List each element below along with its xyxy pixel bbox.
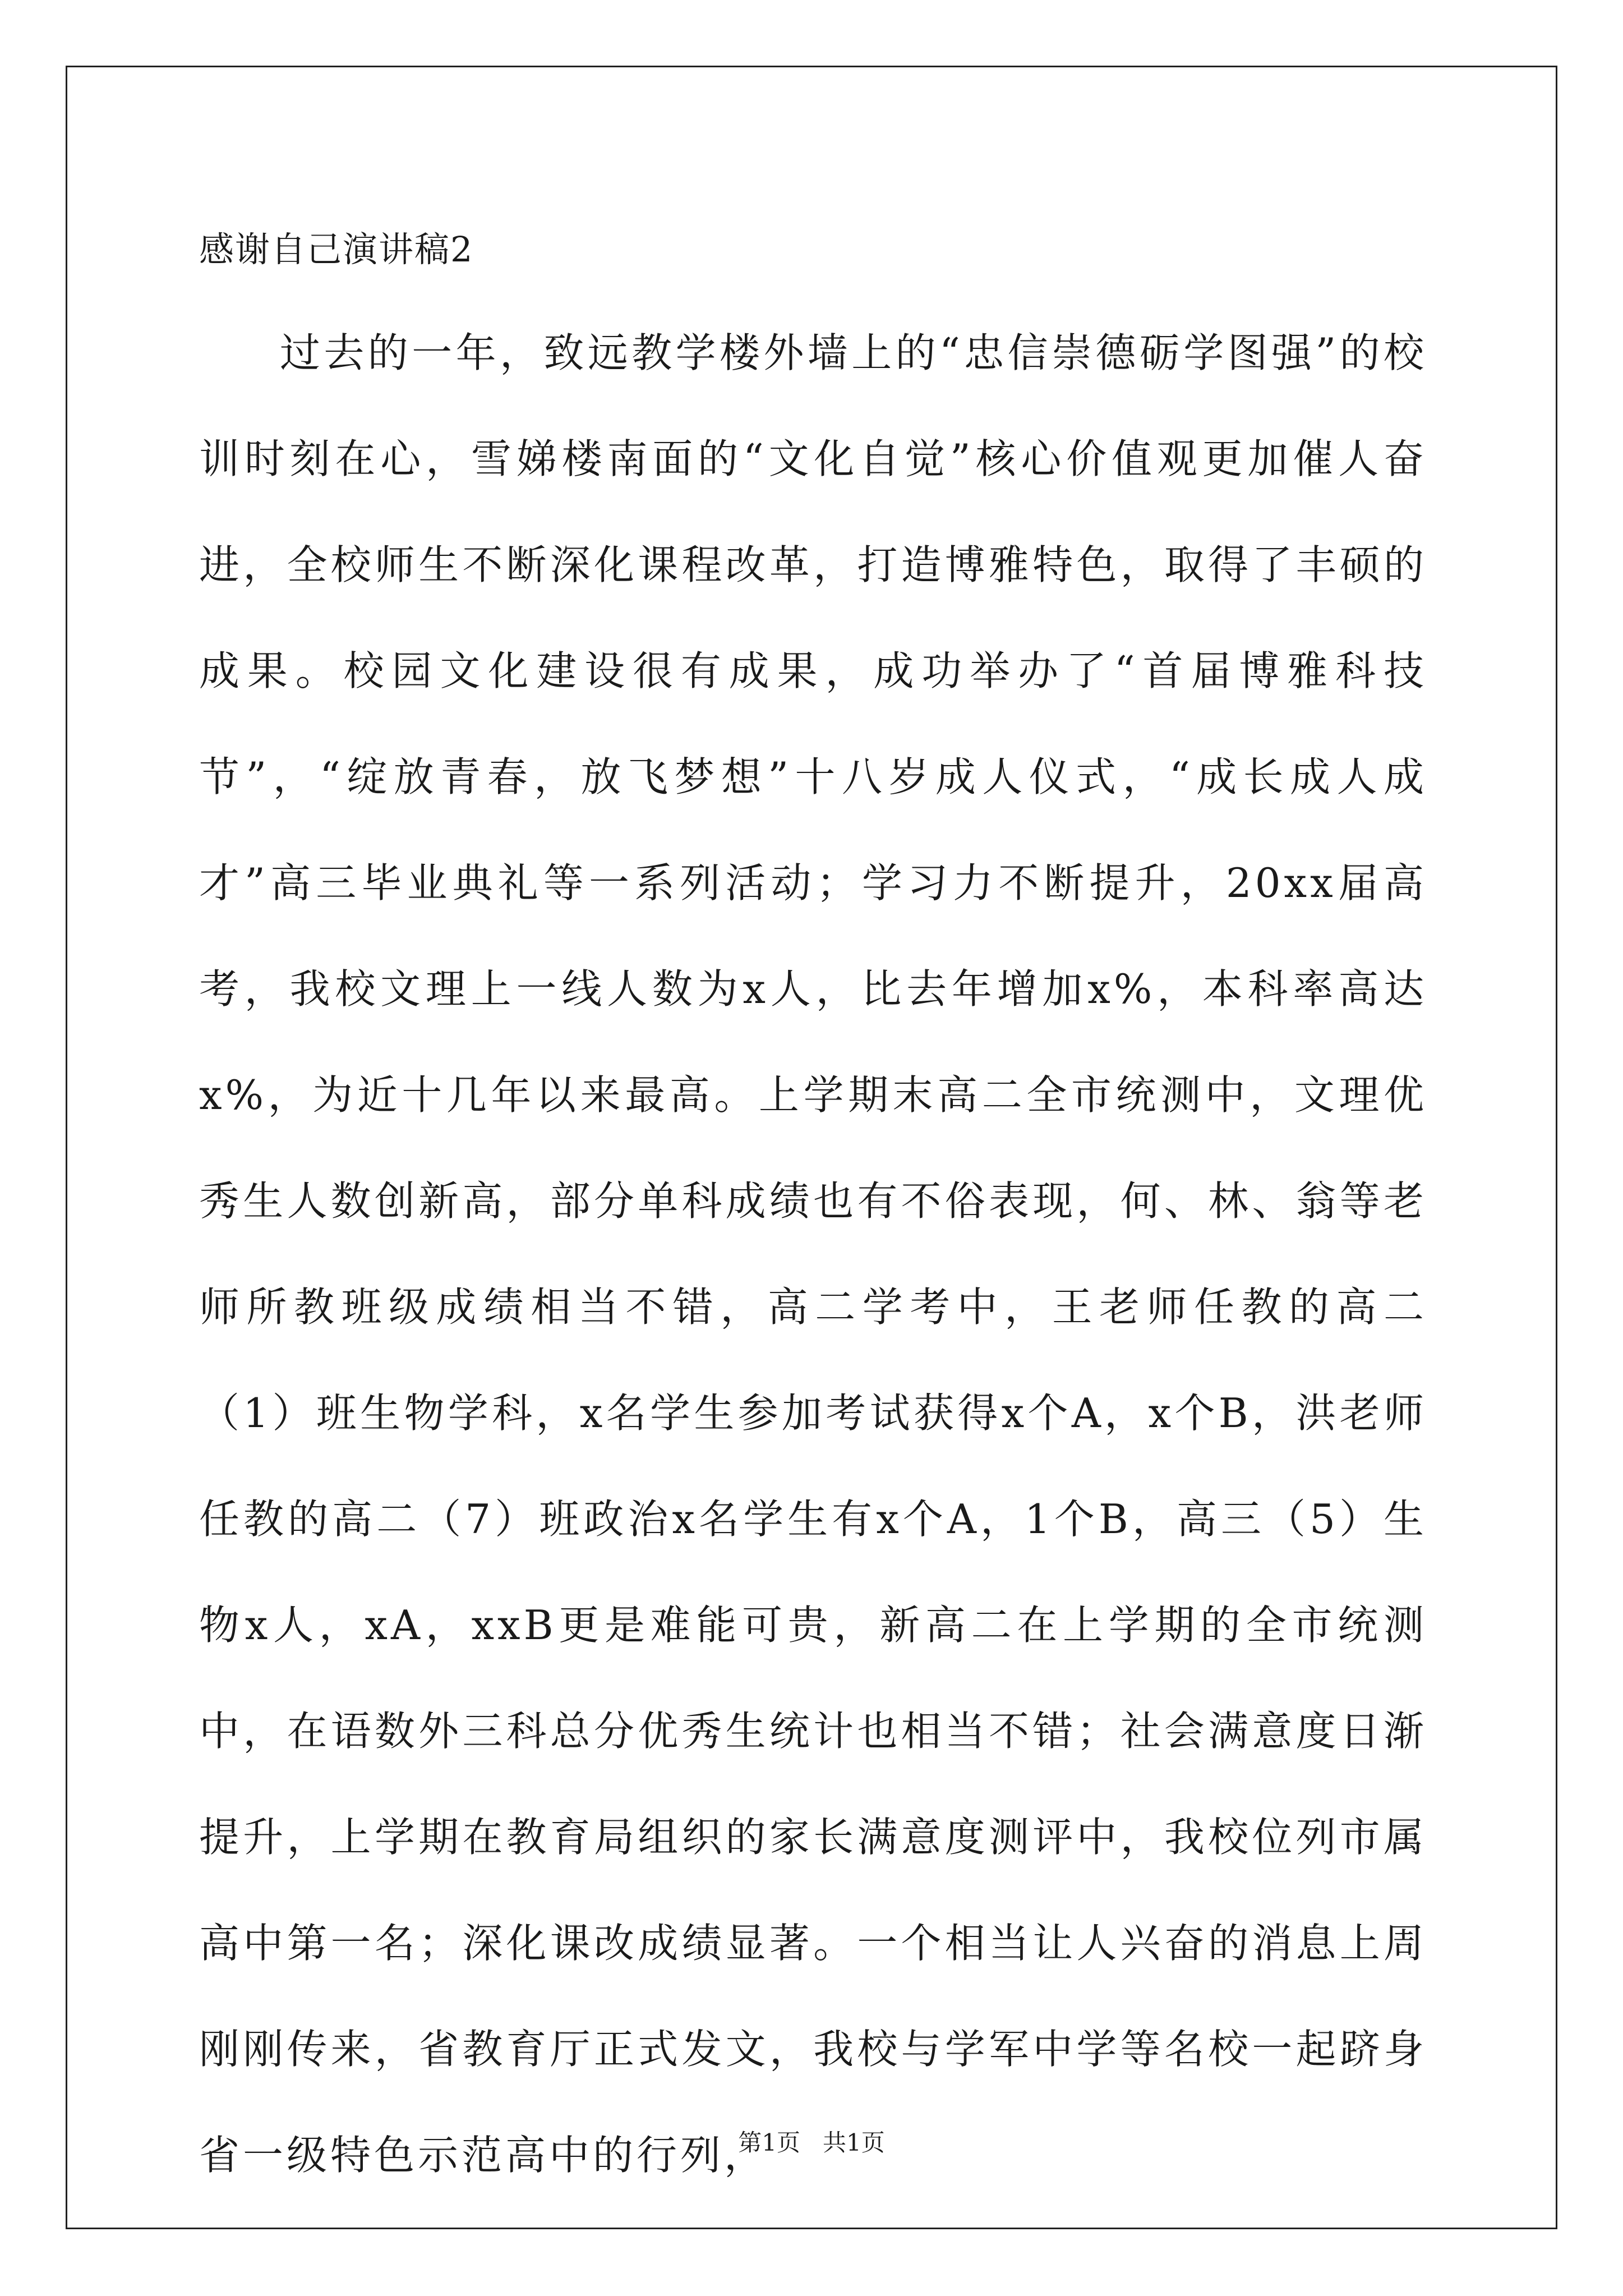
page-footer: 第1页 共1页 <box>738 2129 885 2156</box>
body-paragraph: 过去的一年，致远教学楼外墙上的“忠信崇德砺学图强”的校训时刻在心，雪娣楼南面的“文化自觉”核心价值观更加催人奋进，全校师生不断深化课程改革，打造博雅特色，取得了丰硕的成果。校园文化建设很有成果，成功举办了“首届博雅科技节”，“绽放青春，放飞梦想”十八岁成人仪式，“成长成人成才”高三毕业典礼等一系列活动；学习力不断提升，20xx届高考，我校文理上一线人数为x人，比去年增加x%，本科率高达x%，为近十几年以来最高。上学期末高二全市统测中，文理优秀生人数创新高，部分单科成绩也有不俗表现，何、林、翁等老师所教班级成绩相当不错，高二学考中，王老师任教的高二（1）班生物学科，x名学生参加考试获得x个A，x个B，洪老师任教的高二（7）班政治x名学生有x个A，1个B，高三（5）生物x人，xA，xxB更是难能可贵，新高二在上学期的全市统测中，在语数外三科总分优秀生统计也相当不错；社会满意度日渐提升，上学期在教育局组织的家长满意度测评中，我校位列市属高中第一名；深化课改成绩显著。一个相当让人兴奋的消息上周刚刚传来，省教育厅正式发文，我校与学军中学等名校一起跻身省一级特色示范高中的行列， <box>199 329 1427 2179</box>
document-title: 感谢自己演讲稿2 <box>199 229 474 270</box>
